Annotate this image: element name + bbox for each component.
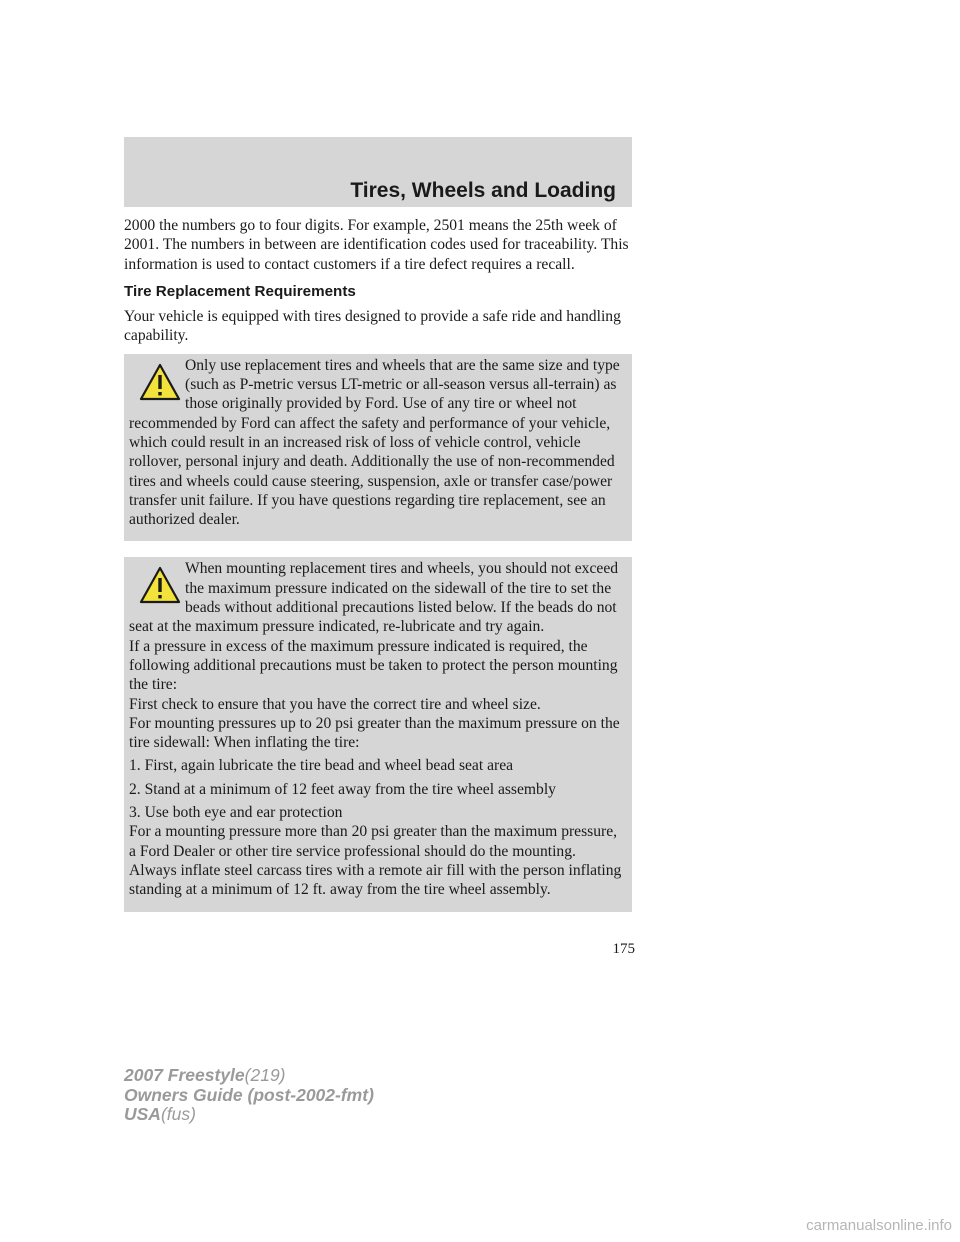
warning-paragraph: Always inflate steel carcass tires with a remote air fill with the person inflating standing at a minimum of 12 ft. away from the tire wheel assembly. <box>129 861 622 899</box>
section-body: Your vehicle is equipped with tires designed to provide a safe ride and handling capability. <box>124 308 621 345</box>
warning-step-2: 2. Stand at a minimum of 12 feet away from the tire wheel assembly <box>129 780 556 798</box>
section-header <box>124 137 632 207</box>
footer-line-2 <box>124 1086 374 1106</box>
warning-box-mounting <box>124 557 632 911</box>
footer-model: 2007 Freestyle <box>124 1065 245 1085</box>
footer-model-code: (219) <box>244 1065 286 1085</box>
warning-paragraph: For a mounting pressure more than 20 psi greater than the maximum pressure, a Ford Dealer or other tire service professional should do the mounting. <box>129 823 618 860</box>
warning-paragraph: For mounting pressures up to 20 psi greater than the maximum pressure on the tire sidewall: When inflating the tire: <box>129 714 620 752</box>
page-number: 175 <box>612 941 635 957</box>
footer-market: USA <box>124 1104 161 1124</box>
warning-box-replacement <box>124 354 632 542</box>
warning-step-3: 3. Use both eye and ear protection <box>129 804 343 822</box>
watermark: carmanualsonline.info <box>806 1217 952 1234</box>
footer-guide: Owners Guide (post-2002-fmt) <box>124 1084 374 1105</box>
warning-paragraph: If a pressure in excess of the maximum pressure indicated is required, the following additional precautions must be taken to protect the person mounting the tire: <box>129 637 618 694</box>
warning-triangle-icon <box>139 362 181 402</box>
intro-paragraph: 2000 the numbers go to four digits. For example, 2501 means the 25th week of 2001. The numbers in between are identification codes used for traceability. This information is used to contact customers if a tire defect requires a recall. <box>124 217 629 273</box>
warning-triangle-icon <box>139 565 181 605</box>
warning-text: Only use replacement tires and wheels that are the same size and type (such as P-metric versus LT-metric or all-season versus all-terrain) as those originally provided by Ford. Use of any tire or wheel not recommended by Ford can affect the safety and performance of your vehicle, which could result in an increased risk of loss of vehicle control, vehicle rollover, personal injury and death. Additionally the use of non-recommended tires and wheels could cause steering, suspension, axle or transfer case/power transfer unit failure. If you have questions regarding tire replacement, see an authorized dealer. <box>129 356 620 529</box>
document-footer <box>124 1066 374 1125</box>
warning-step-1: 1. First, again lubricate the tire bead and wheel bead seat area <box>129 757 514 775</box>
warning-paragraph: First check to ensure that you have the correct tire and wheel size. <box>129 695 541 713</box>
footer-line-1 <box>124 1066 374 1086</box>
warning-lead: When mounting replacement tires and wheels, you should not exceed the maximum pressure indicated on the sidewall of the tire to set the beads without additional precautions listed below. If the beads do not seat at the maximum pressure indicated, re-lubricate and try again. <box>129 560 619 636</box>
footer-line-3 <box>124 1105 374 1125</box>
page-content <box>124 216 632 912</box>
footer-market-code: (fus) <box>160 1104 196 1124</box>
section-title: Tires, Wheels and Loading <box>350 179 616 202</box>
section-heading: Tire Replacement Requirements <box>124 282 356 300</box>
